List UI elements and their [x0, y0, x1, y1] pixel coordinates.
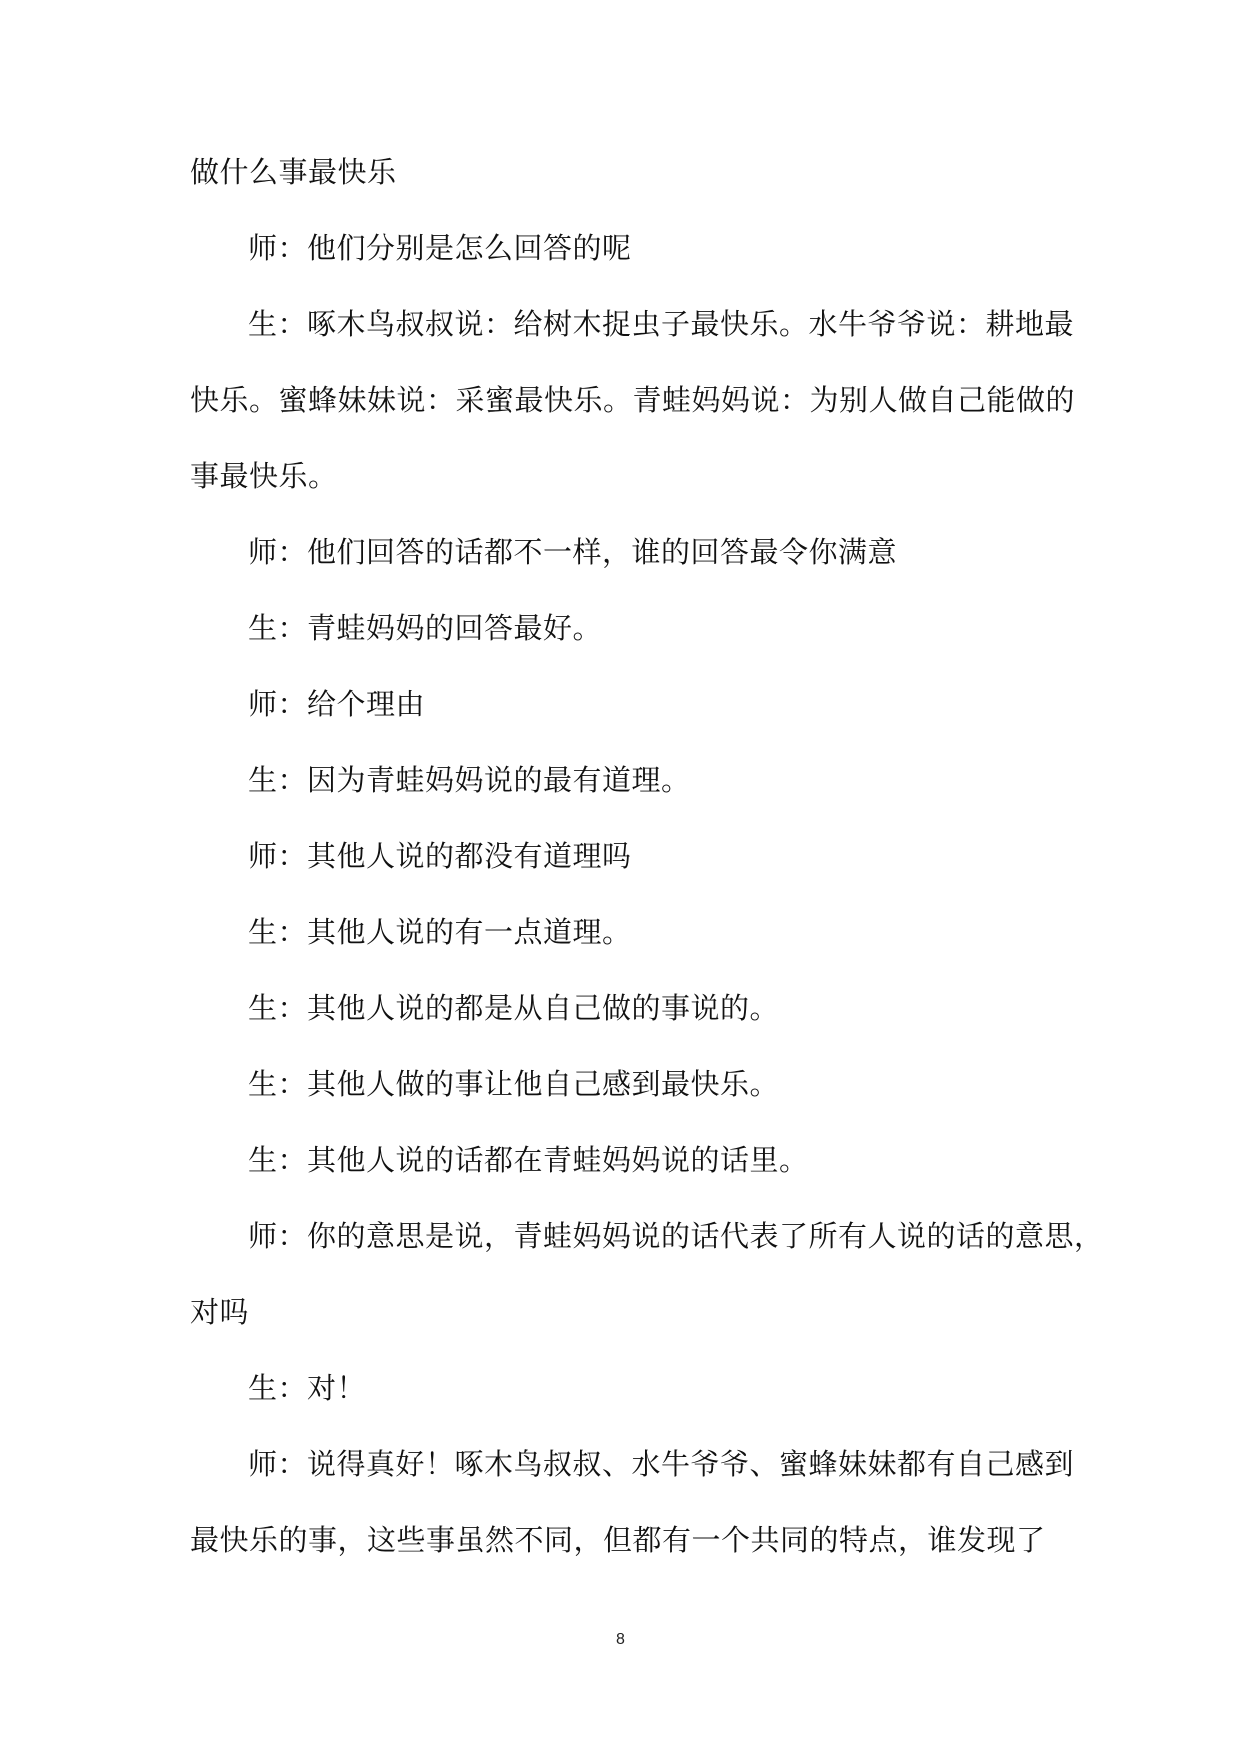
- text-line: 生：啄木鸟叔叔说：给树木捉虫子最快乐。水牛爷爷说：耕地最: [248, 307, 1075, 341]
- text-line: 生：其他人做的事让他自己感到最快乐。: [248, 1067, 780, 1101]
- text-line: 生：其他人说的有一点道理。: [248, 915, 632, 949]
- text-line: 生：对！: [248, 1371, 367, 1405]
- text-line: 师：其他人说的都没有道理吗: [248, 839, 632, 873]
- text-line: 生：其他人说的都是从自己做的事说的。: [248, 991, 780, 1025]
- text-line: 最快乐的事，这些事虽然不同，但都有一个共同的特点，谁发现了: [190, 1523, 1046, 1557]
- text-line: 师：他们分别是怎么回答的呢: [248, 231, 632, 265]
- text-line: 事最快乐。: [190, 459, 338, 493]
- text-line: 师：你的意思是说，青蛙妈妈说的话代表了所有人说的话的意思，: [248, 1219, 1104, 1253]
- text-line: 师：他们回答的话都不一样，谁的回答最令你满意: [248, 535, 898, 569]
- text-line: 师：说得真好！啄木鸟叔叔、水牛爷爷、蜜蜂妹妹都有自己感到: [248, 1447, 1075, 1481]
- page-number: 8: [616, 1631, 625, 1648]
- text-line: 生：因为青蛙妈妈说的最有道理。: [248, 763, 691, 797]
- body-text: [190, 148, 1104, 1592]
- text-line: 做什么事最快乐: [190, 155, 397, 189]
- text-line: 师：给个理由: [248, 687, 426, 721]
- text-line: 生：青蛙妈妈的回答最好。: [248, 611, 603, 645]
- text-line: 对吗: [190, 1295, 250, 1329]
- text-line: 快乐。蜜蜂妹妹说：采蜜最快乐。青蛙妈妈说：为别人做自己能做的: [190, 383, 1076, 417]
- text-line: 生：其他人说的话都在青蛙妈妈说的话里。: [248, 1143, 809, 1177]
